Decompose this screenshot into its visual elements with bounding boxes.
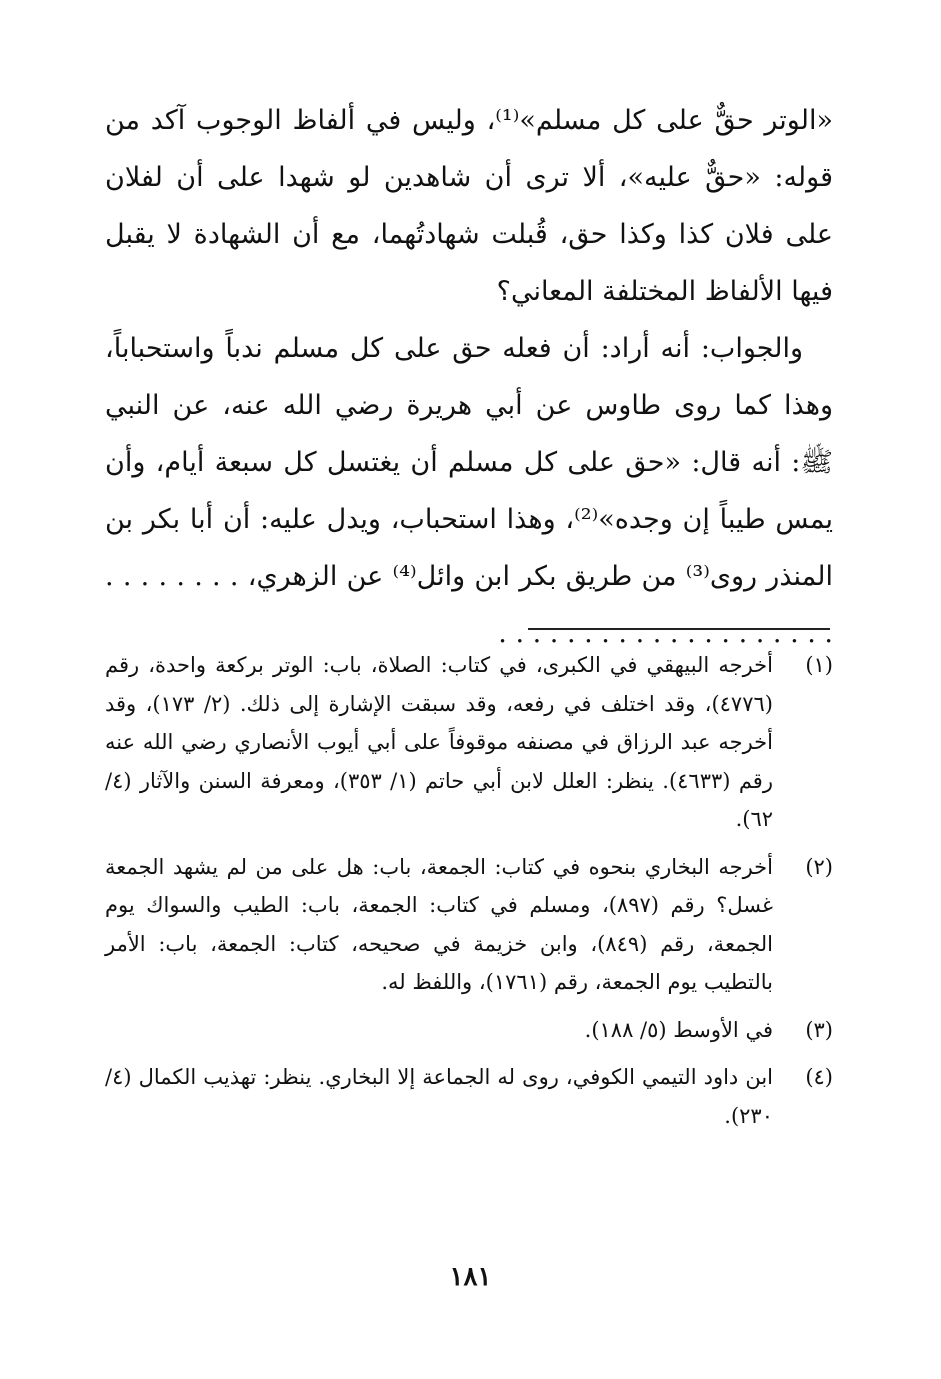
footnote-2: [105, 848, 833, 1002]
footnote-number: (٣): [805, 1017, 833, 1042]
footnote-text: أخرجه البخاري بنحوه في كتاب: الجمعة، باب: هل على من لم يشهد الجمعة غسل؟ رقم (٨٩٧)، ومسلم في كتاب: الجمعة، باب: الطيب والسواك يوم الجمعة، رقم (٨٤٩)، وابن خزيمة في صحيحه، كتاب: الجمعة، باب: الأمر بالتطيب يوم الجمعة، رقم (١٧٦١)، واللفظ له.: [105, 854, 774, 994]
footnote-number: (٢): [805, 854, 833, 879]
footnotes-section: [105, 646, 833, 1144]
main-text-body: [105, 92, 833, 662]
footnote-text: ابن داود التيمي الكوفي، روى له الجماعة إلا البخاري. ينظر: تهذيب الكمال (٤/ ٢٣٠).: [105, 1065, 773, 1128]
footnote-text: في الأوسط (٥/ ١٨٨).: [584, 1017, 773, 1042]
main-paragraph-2: والجواب: أنه أراد: أن فعله حق على كل مسلم ندباً واستحباباً، وهذا كما روى طاوس عن أبي هريرة رضي الله عنه، عن النبي ﷺ: أنه قال: «حق على كل مسلم أن يغتسل كل سبعة أيام، وأن يمس طيباً إن وجده»⁽²⁾، وهذا استحباب، ويدل عليه: أن أبا بكر بن المنذر روى⁽³⁾ من طريق بكر ابن وائل⁽⁴⁾ عن الزهري، . . . . . . . . . . . . . . . . . . . . . . . . . . . .: [105, 333, 833, 649]
footnote-number: (١): [805, 653, 833, 677]
footnote-divider: [528, 628, 830, 630]
footnote-number: (٤): [805, 1065, 833, 1089]
footnote-1: [105, 646, 833, 839]
main-paragraph-1: «الوتر حقٌّ على كل مسلم»⁽¹⁾، وليس في ألفاظ الوجوب آكد من قوله: «حقٌّ عليه»، ألا ترى أن شاهدين لو شهدا على أن لفلان على فلان كذا وكذا حق، قُبلت شهادتُهما، مع أن الشهادة لا يقبل فيها الألفاظ المختلفة المعاني؟: [105, 105, 834, 307]
footnote-4: [105, 1058, 833, 1135]
footnote-3: [105, 1011, 833, 1050]
footnote-text: أخرجه البيهقي في الكبرى، في كتاب: الصلاة، باب: الوتر بركعة واحدة، رقم (٤٧٧٦)، وقد اختلف في رفعه، وقد سبقت الإشارة إلى ذلك. (٢/ ١٧٣)، وقد أخرجه عبد الرزاق في مصنفه موقوفاً على أبي أيوب الأنصاري رضي الله عنه رقم (٤٦٣٣). ينظر: العلل لابن أبي حاتم (١/ ٣٥٣)، ومعرفة السنن والآثار (٤/ ٦٢).: [105, 653, 773, 831]
page-number: ١٨١: [449, 1262, 492, 1292]
